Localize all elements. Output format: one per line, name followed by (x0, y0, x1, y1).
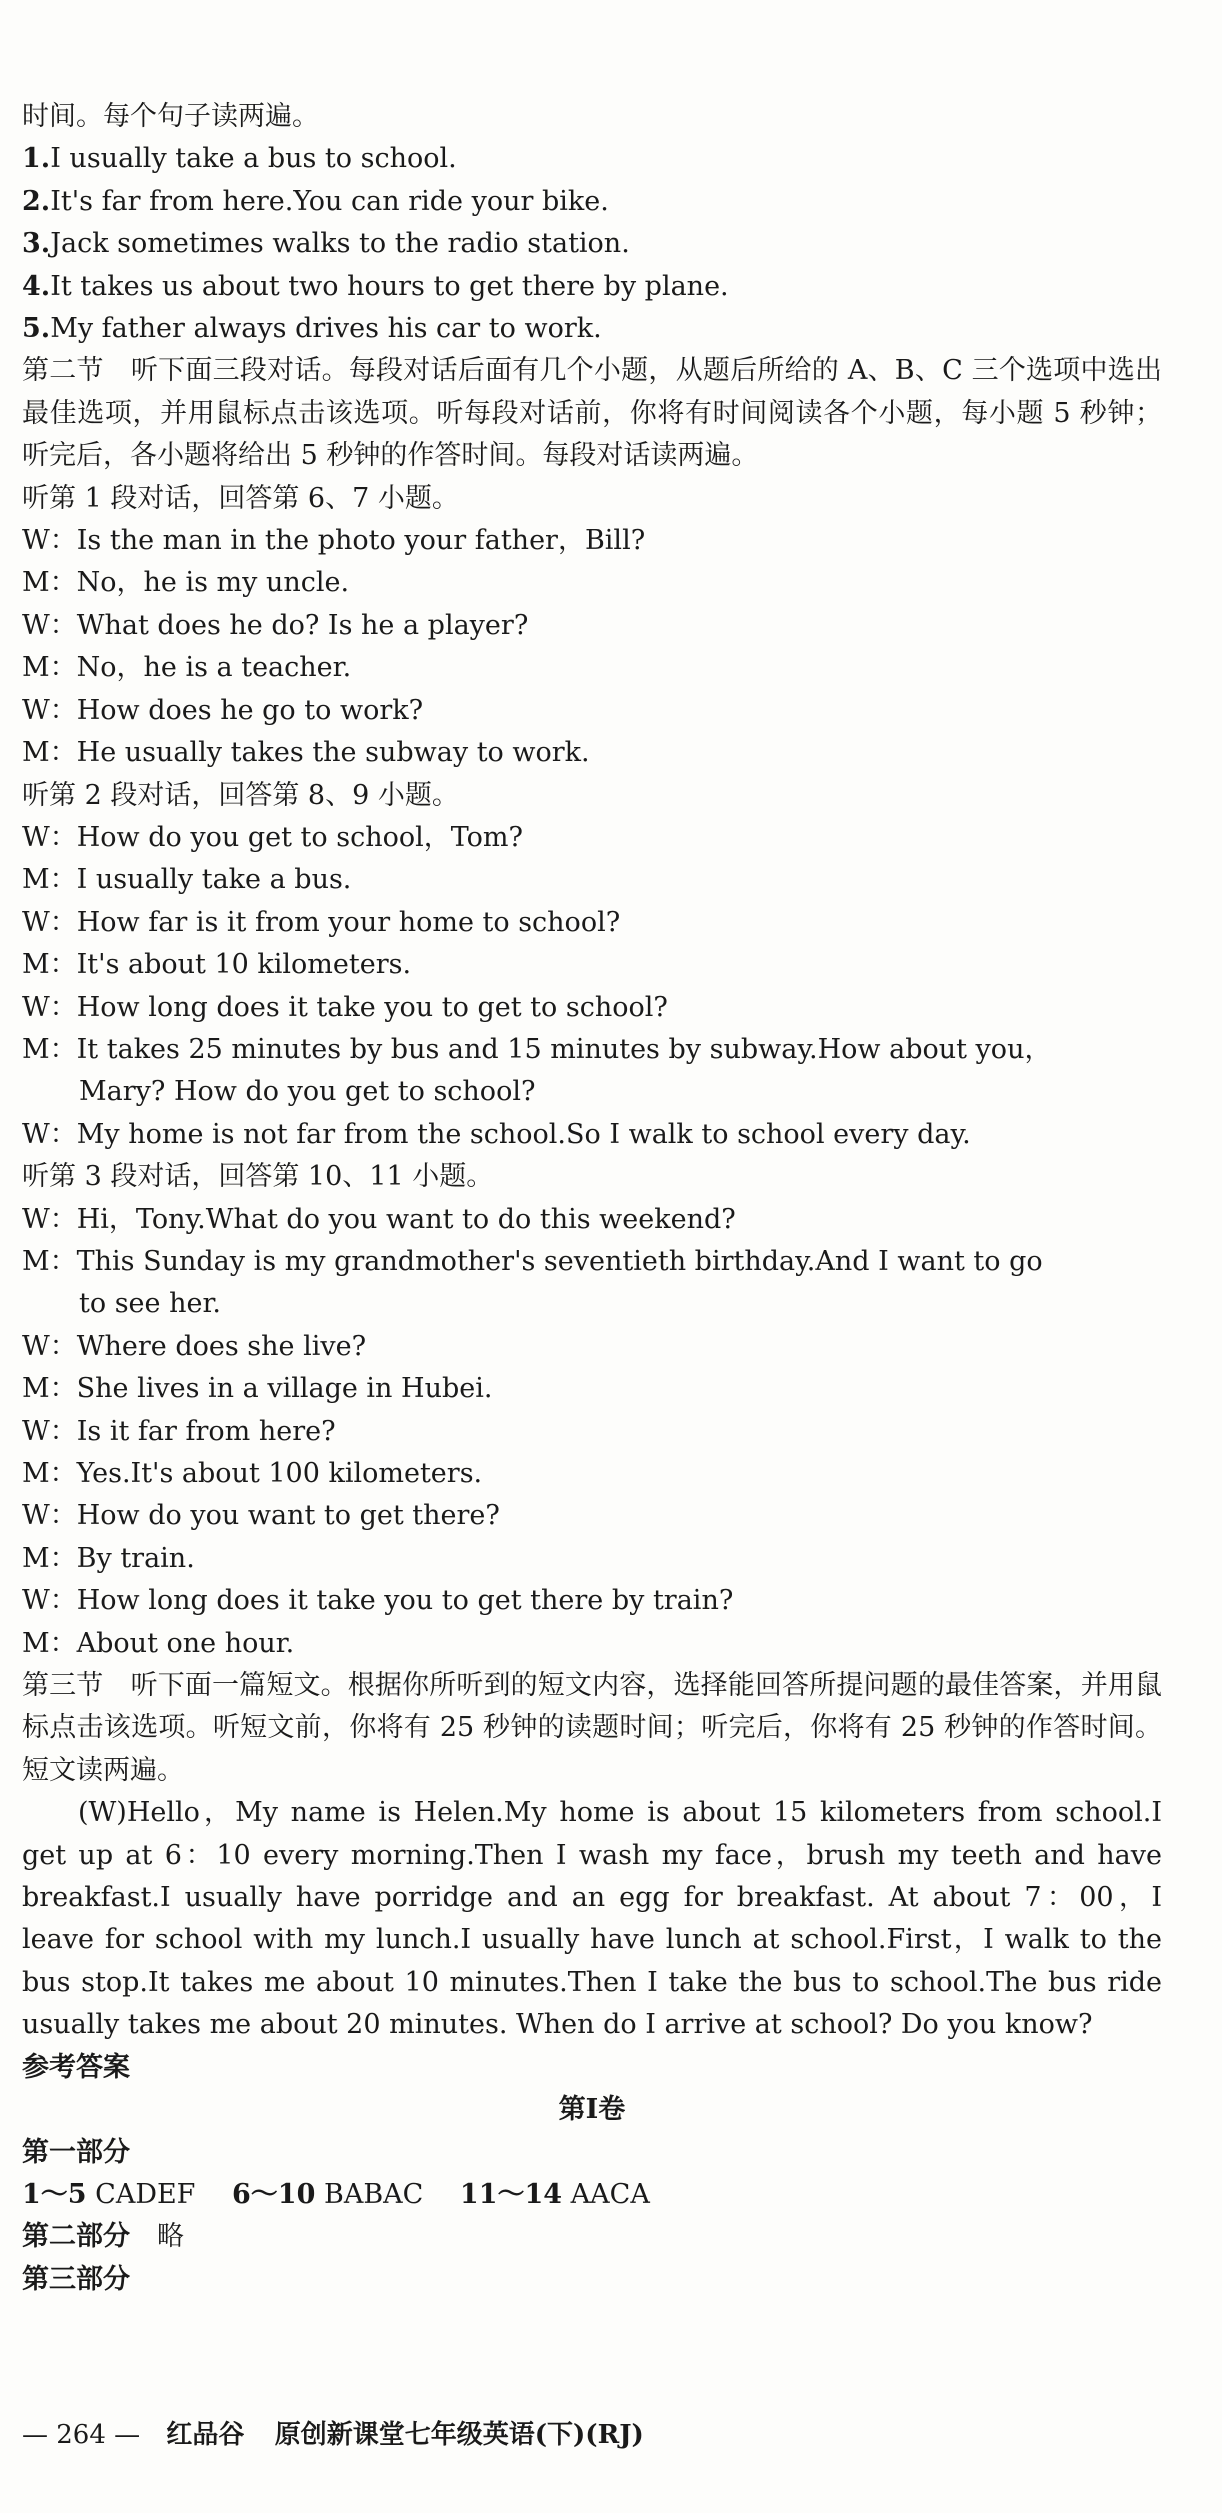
dialog-line: M：About one hour. (22, 1627, 295, 1659)
volume-title: 第Ⅰ卷 (558, 2094, 626, 2126)
dialog-line: M：No，he is a teacher. (22, 652, 352, 684)
dialog-line: W：How do you want to get there? (22, 1500, 500, 1532)
dialog-line: W：How long does it take you to get to school? (22, 991, 668, 1023)
key-range: 6～10 (232, 2178, 316, 2210)
dialog2-title: 听第 2 段对话，回答第 8、9 小题。 (22, 779, 459, 811)
key-range: 1～5 (22, 2178, 87, 2210)
part3-title: 第三部分 (22, 2263, 130, 2295)
section2-heading: 第二节 听下面三段对话。每段对话后面有几个小题，从题后所给的 A、B、C 三个选项中选出最佳选项，并用鼠标点击该选项。听每段对话前，你将有时间阅读各个小题，每小题 5 秒钟；听完后，各小题将给出 5 秒钟的作答时间。每段对话读两遍。 (22, 355, 1162, 472)
dialog-line: W：How far is it from your home to school? (22, 906, 621, 938)
sentence-3: 3.Jack sometimes walks to the radio station. (22, 228, 630, 260)
section3-heading: 第三节 听下面一篇短文。根据你所听到的短文内容，选择能回答所提问题的最佳答案，并用鼠标点击该选项。听短文前，你将有 25 秒钟的读题时间；听完后，你将有 25 秒钟的作答时间。短文读两遍。 (22, 1670, 1162, 1786)
dialog-line: W：What does he do? Is he a player? (22, 609, 529, 641)
dialog-line: M：This Sunday is my grandmother's seventieth birthday.And I want to go (22, 1245, 1043, 1277)
dialog3 (22, 1199, 1162, 1665)
dialog-line: M：By train. (22, 1542, 195, 1574)
part2-answer: 略 (157, 2221, 184, 2253)
dialog3-title: 听第 3 段对话，回答第 10、11 小题。 (22, 1161, 494, 1193)
dialog-line: W：How does he go to work? (22, 694, 424, 726)
dialog-line: M：She lives in a village in Hubei. (22, 1373, 493, 1405)
answers-title: 参考答案 (22, 2051, 130, 2083)
passage: (W)Hello，My name is Helen.My home is about 15 kilometers from school.I get up at 6：10 every morning.Then I wash my face，brush my teeth and have breakfast.I usually have porridge and an egg for breakfast. At about 7：00，I leave for school with my lunch.I usually have lunch at school.First，I walk to the bus stop.It takes me about 10 minutes.Then I take the bus to school.The bus ride usually takes me about 20 minutes. When do I arrive at school? Do you know? (22, 1797, 1162, 2041)
page-footer (22, 2415, 644, 2455)
answer-keys (22, 2174, 1162, 2216)
part2-title: 第二部分 (22, 2221, 130, 2253)
dialog-line-continued: Mary? How do you get to school? (79, 1076, 536, 1108)
page-number: — 264 — (22, 2420, 141, 2450)
sentence-list (22, 138, 1162, 350)
dialog-line: M：I usually take a bus. (22, 864, 352, 896)
key-answer: BABAC (323, 2178, 424, 2210)
dialog-line: M：It's about 10 kilometers. (22, 949, 412, 981)
dialog-line: W：Is it far from here? (22, 1415, 336, 1447)
dialog-line: W：Where does she live? (22, 1330, 367, 1362)
key-range: 11～14 (459, 2178, 563, 2210)
sentence-1: 1.I usually take a bus to school. (22, 143, 457, 175)
part1-title: 第一部分 (22, 2136, 130, 2168)
intro-tail: 时间。每个句子读两遍。 (22, 101, 319, 132)
book-title: 原创新课堂七年级英语(下)(RJ) (274, 2420, 644, 2450)
dialog-line: M：He usually takes the subway to work. (22, 737, 590, 769)
sentence-4: 4.It takes us about two hours to get there by plane. (22, 270, 729, 302)
dialog2 (22, 817, 1162, 1156)
dialog1-title: 听第 1 段对话，回答第 6、7 小题。 (22, 482, 459, 514)
key-answer: CADEF (95, 2178, 196, 2210)
sentence-5: 5.My father always drives his car to work. (22, 313, 602, 345)
part2-line (22, 2216, 1162, 2258)
dialog-line: W：How long does it take you to get there by train? (22, 1585, 734, 1617)
dialog-line: W：My home is not far from the school.So I walk to school every day. (22, 1118, 971, 1150)
dialog-line: M：No，he is my uncle. (22, 567, 350, 599)
dialog1 (22, 520, 1162, 774)
dialog-line: M：It takes 25 minutes by bus and 15 minutes by subway.How about you， (22, 1033, 1052, 1065)
brand-name: 红品谷 (166, 2420, 245, 2450)
key-answer: AACA (570, 2178, 650, 2210)
dialog-line: M：Yes.It's about 100 kilometers. (22, 1458, 483, 1489)
dialog-line-continued: to see her. (79, 1288, 221, 1320)
dialog-line: W：Hi，Tony.What do you want to do this weekend? (22, 1203, 736, 1235)
sentence-2: 2.It's far from here.You can ride your bike. (22, 185, 609, 217)
dialog-line: W：How do you get to school，Tom? (22, 821, 523, 853)
dialog-line: W：Is the man in the photo your father，Bill? (22, 525, 646, 557)
